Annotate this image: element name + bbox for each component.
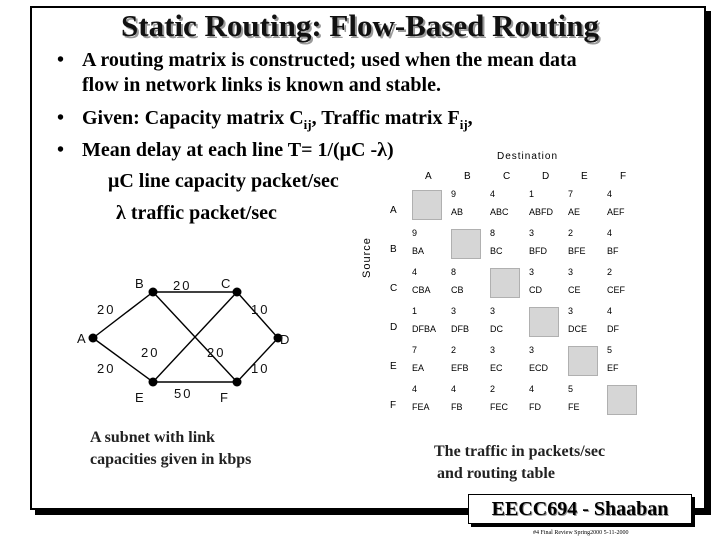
matrix-cell: [526, 343, 562, 379]
matrix-cell: [565, 226, 601, 262]
matrix-cell: [448, 187, 484, 223]
matrix-cell: [526, 187, 562, 223]
node-b: [149, 288, 158, 297]
traffic-value: 9: [412, 228, 418, 238]
matrix-cell: [526, 265, 562, 301]
traffic-value: 4: [607, 189, 613, 199]
traffic-subscript: ij: [459, 117, 468, 132]
traffic-value: 3: [490, 345, 496, 355]
matrix-cell: [604, 343, 640, 379]
matrix-cell: [487, 382, 523, 418]
route-path: FB: [451, 402, 463, 412]
edge-label-d-f: 10: [251, 361, 270, 376]
destination-label: Destination: [497, 151, 559, 162]
matrix-cell: [448, 343, 484, 379]
node-label: F: [220, 390, 228, 405]
route-path: EF: [607, 363, 619, 373]
route-path: EFB: [451, 363, 469, 373]
route-path: DF: [607, 324, 619, 334]
matrix-row-header: A: [390, 205, 397, 216]
traffic-value: 2: [607, 267, 613, 277]
route-path: AEF: [607, 207, 625, 217]
node-label: D: [280, 332, 290, 347]
edge-label-b-f: 20: [141, 345, 160, 360]
matrix-cell: [565, 382, 601, 418]
route-path: FE: [568, 402, 580, 412]
traffic-value: 3: [490, 306, 496, 316]
route-path: AB: [451, 207, 464, 217]
traffic-caption-line-2: and routing table: [437, 465, 555, 482]
bullet-3-mean-delay: Mean delay at each line T= 1/(μC -λ): [82, 139, 394, 161]
matrix-column-header: C: [503, 171, 511, 182]
matrix-column-header: E: [581, 171, 588, 182]
matrix-row-header: C: [390, 283, 398, 294]
edge-label-c-d: 10: [251, 302, 270, 317]
matrix-cell: [448, 304, 484, 340]
traffic-value: 3: [568, 306, 574, 316]
route-path: BC: [490, 246, 503, 256]
bullet-1-line-1: A routing matrix is constructed; used when the mean data: [82, 49, 577, 71]
matrix-diagonal-cell: [448, 226, 484, 262]
matrix-cell: [487, 343, 523, 379]
matrix-cell: [487, 304, 523, 340]
route-path: FEC: [490, 402, 508, 412]
traffic-value: 3: [529, 345, 535, 355]
matrix-cell: [604, 265, 640, 301]
edge-label-e-f: 50: [174, 386, 193, 401]
subnet-caption-line-2: capacities given in kbps: [90, 451, 252, 468]
traffic-value: 4: [412, 267, 418, 277]
bullet-marker: •: [57, 107, 65, 129]
matrix-diagonal-cell: [409, 187, 445, 223]
route-path: BFD: [529, 246, 547, 256]
definition-lambda: λ traffic packet/sec: [116, 202, 277, 224]
subnet-caption-line-1: A subnet with link: [90, 429, 215, 446]
node-f: [233, 378, 242, 387]
diagonal-shade: [607, 385, 637, 415]
matrix-cell: [409, 382, 445, 418]
traffic-value: 3: [451, 306, 457, 316]
traffic-value: 4: [607, 228, 613, 238]
bullet-marker: •: [57, 49, 65, 71]
traffic-value: 2: [568, 228, 574, 238]
route-path: EA: [412, 363, 425, 373]
route-path: FD: [529, 402, 541, 412]
route-path: CEF: [607, 285, 625, 295]
matrix-cell: [448, 382, 484, 418]
matrix-cell: [604, 187, 640, 223]
traffic-value: 8: [451, 267, 457, 277]
traffic-value: 3: [529, 267, 535, 277]
traffic-value: 1: [412, 306, 418, 316]
traffic-value: 4: [490, 189, 496, 199]
route-path: CE: [568, 285, 581, 295]
given-capacity-text: Given: Capacity matrix C: [82, 107, 304, 129]
traffic-value: 2: [490, 384, 496, 394]
traffic-value: 7: [412, 345, 418, 355]
capacity-subscript: ij: [303, 117, 312, 132]
route-path: ABC: [490, 207, 509, 217]
matrix-cell: [409, 343, 445, 379]
given-traffic-text: , Traffic matrix F: [311, 107, 460, 129]
matrix-cell: [565, 187, 601, 223]
route-path: CD: [529, 285, 542, 295]
matrix-cell: [487, 187, 523, 223]
matrix-column-header: B: [464, 171, 471, 182]
matrix-row-header: E: [390, 361, 397, 372]
matrix-column-header: D: [542, 171, 550, 182]
matrix-diagonal-cell: [487, 265, 523, 301]
edge-label-a-e: 20: [97, 361, 116, 376]
node-label: E: [135, 390, 144, 405]
matrix-cell: [409, 304, 445, 340]
traffic-value: 9: [451, 189, 457, 199]
traffic-value: 8: [490, 228, 496, 238]
matrix-column-header: A: [425, 171, 432, 182]
matrix-diagonal-cell: [526, 304, 562, 340]
bullet-1-line-2: flow in network links is known and stable.: [82, 74, 441, 96]
route-path: EC: [490, 363, 503, 373]
traffic-value: 2: [451, 345, 457, 355]
node-label: A: [77, 331, 86, 346]
traffic-value: 3: [529, 228, 535, 238]
edge-label-a-b: 20: [97, 302, 116, 317]
matrix-cell: [565, 265, 601, 301]
route-path: BA: [412, 246, 425, 256]
traffic-value: 4: [412, 384, 418, 394]
node-a: [89, 334, 98, 343]
slide-title: Static Routing: Flow-Based Routing: [121, 8, 599, 43]
route-path: ABFD: [529, 207, 554, 217]
traffic-value: 4: [451, 384, 457, 394]
diagonal-shade: [529, 307, 559, 337]
diagonal-shade: [451, 229, 481, 259]
given-trailing-comma: ,: [467, 107, 473, 129]
node-label: B: [135, 276, 144, 291]
traffic-value: 4: [529, 384, 535, 394]
traffic-value: 5: [568, 384, 574, 394]
route-path: FEA: [412, 402, 430, 412]
route-path: DFB: [451, 324, 469, 334]
node-e: [149, 378, 158, 387]
matrix-cell: [604, 304, 640, 340]
matrix-cell: [526, 226, 562, 262]
matrix-cell: [448, 265, 484, 301]
route-path: AE: [568, 207, 581, 217]
source-label: Source: [361, 237, 373, 278]
matrix-cell: [565, 304, 601, 340]
matrix-cell: [487, 226, 523, 262]
matrix-row-header: F: [390, 400, 397, 411]
route-path: CB: [451, 285, 464, 295]
diagonal-shade: [568, 346, 598, 376]
bullet-marker: •: [57, 139, 65, 161]
definition-mu-c: μC line capacity packet/sec: [108, 170, 339, 192]
matrix-diagonal-cell: [565, 343, 601, 379]
matrix-diagonal-cell: [604, 382, 640, 418]
diagonal-shade: [412, 190, 442, 220]
matrix-cell: [409, 265, 445, 301]
node-c: [233, 288, 242, 297]
node-label: C: [221, 276, 231, 291]
matrix-column-header: F: [620, 171, 627, 182]
matrix-row-header: D: [390, 322, 398, 333]
diagonal-shade: [490, 268, 520, 298]
footer-badge: EECC694 - Shaaban: [468, 494, 692, 524]
matrix-cell: [409, 226, 445, 262]
traffic-value: 4: [607, 306, 613, 316]
edge-label-c-e: 20: [207, 345, 226, 360]
route-path: ECD: [529, 363, 549, 373]
traffic-value: 1: [529, 189, 535, 199]
route-path: BF: [607, 246, 619, 256]
traffic-caption-line-1: The traffic in packets/sec: [434, 443, 606, 460]
route-path: DC: [490, 324, 503, 334]
matrix-row-header: B: [390, 244, 397, 255]
traffic-value: 5: [607, 345, 613, 355]
matrix-cell: [526, 382, 562, 418]
footer-note: #4 Final Review Spring2000 5-11-2000: [533, 530, 629, 536]
route-path: DCE: [568, 324, 588, 334]
traffic-value: 3: [568, 267, 574, 277]
route-path: CBA: [412, 285, 431, 295]
matrix-cell: [604, 226, 640, 262]
traffic-value: 7: [568, 189, 574, 199]
edge-label-b-c: 20: [173, 278, 192, 293]
route-path: DFBA: [412, 324, 437, 334]
route-path: BFE: [568, 246, 586, 256]
